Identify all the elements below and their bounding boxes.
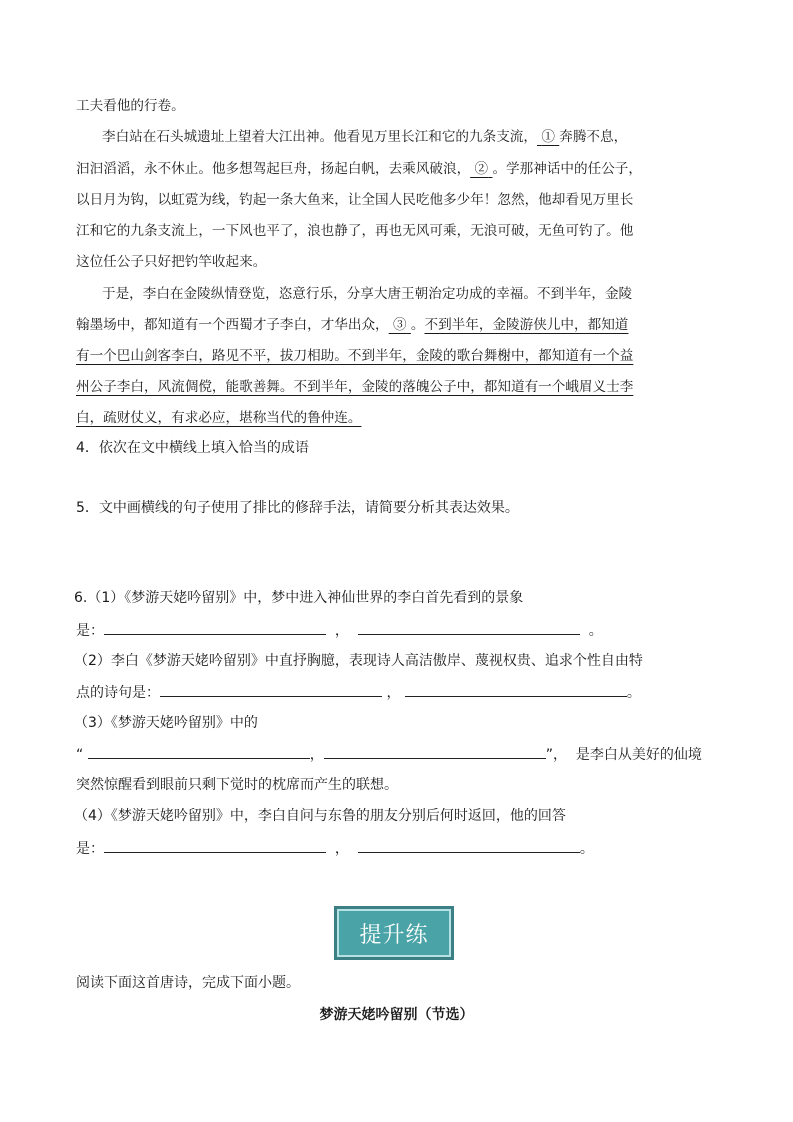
question-4: 4．依次在文中横线上填入恰当的成语 (76, 440, 309, 456)
answer-blank[interactable] (358, 838, 580, 853)
underlined-parallelism: 不到半年，金陵游侠儿中，都知道 (424, 317, 629, 333)
passage-line-5: 江和它的九条支流上，一下风也平了，浪也静了，再也无风可乘，无浪可破，无鱼可钓了。他 (76, 223, 634, 239)
question-6-3-cont: 突然惊醒看到眼前只剩下觉时的枕席而产生的联想。 (76, 777, 398, 793)
answer-blank[interactable] (88, 744, 310, 759)
passage-line-2: 李白站在石头城遗址上望着大江出神。他看见万里长江和它的九条支流， ① 奔腾不息， (102, 129, 628, 145)
passage-line-9: 有一个巴山剑客李白，路见不平，拔刀相助。不到半年，金陵的歌台舞榭中，都知道有一个益 (76, 348, 634, 364)
passage-line-4: 以日月为钩，以虹霓为线，钓起一条大鱼来，让全国人民吃他多少年！忽然，他却看见万里长 (76, 192, 634, 208)
passage-line-1: 工夫看他的行卷。 (76, 98, 185, 114)
question-6-1: 6.（1）《梦游天姥吟留别》中，梦中进入神仙世界的李白首先看到的景象 (74, 590, 524, 606)
answer-blank[interactable] (160, 682, 382, 697)
poem-title: 梦游天姥吟留别（节选） (319, 1007, 474, 1023)
question-6-3-answer: “ ， ”， 是李白从美好的仙境 (76, 744, 702, 765)
question-6-2: （2）李白《梦游天姥吟留别》中直抒胸臆，表现诗人高洁傲岸、蔑视权贵、追求个性自由特 (74, 653, 643, 669)
passage-line-8: 翰墨场中，都知道有一个西蜀才子李白，才华出众， ③ 。不到半年，金陵游侠儿中，都知道 (76, 317, 629, 333)
blank-1: ① (541, 129, 555, 145)
passage-line-6: 这位任公子只好把钓竿收起来。 (76, 254, 267, 270)
answer-blank[interactable] (405, 682, 627, 697)
question-6-2-answer: 点的诗句是： ， 。 (76, 682, 641, 703)
blank-2: ② (474, 161, 489, 177)
passage-line-7: 于是，李白在金陵纵情登览，恣意行乐，分享大唐王朝治定功成的幸福。不到半年，金陵 (102, 286, 633, 302)
blank-3: ③ (392, 317, 407, 333)
passage-line-3: 汩汩滔滔，永不休止。他多想驾起巨舟，扬起白帆，去乘风破浪， ② 。学那神话中的任公子， (76, 161, 642, 177)
passage-line-11: 白，疏财仗义，有求必应，堪称当代的鲁仲连。 (76, 410, 362, 426)
instruction: 阅读下面这首唐诗，完成下面小题。 (76, 975, 300, 991)
question-5: 5．文中画横线的句子使用了排比的修辞手法，请简要分析其表达效果。 (76, 500, 519, 516)
question-6-1-answer: 是： ， 。 (76, 620, 603, 641)
answer-blank[interactable] (358, 620, 580, 635)
passage-line-10: 州公子李白，风流倜傥，能歌善舞。不到半年，金陵的落魄公子中，都知道有一个峨眉义士李 (76, 379, 634, 395)
answer-blank[interactable] (104, 620, 326, 635)
question-6-3: （3）《梦游天姥吟留别》中的 (74, 715, 258, 731)
answer-blank[interactable] (324, 744, 546, 759)
question-6-4: （4）《梦游天姥吟留别》中，李白自问与东鲁的朋友分别后何时返回，他的回答 (74, 808, 566, 824)
question-6-4-answer: 是： ， 。 (76, 838, 594, 859)
section-button[interactable]: 提升练 (334, 906, 454, 960)
answer-blank[interactable] (104, 838, 326, 853)
